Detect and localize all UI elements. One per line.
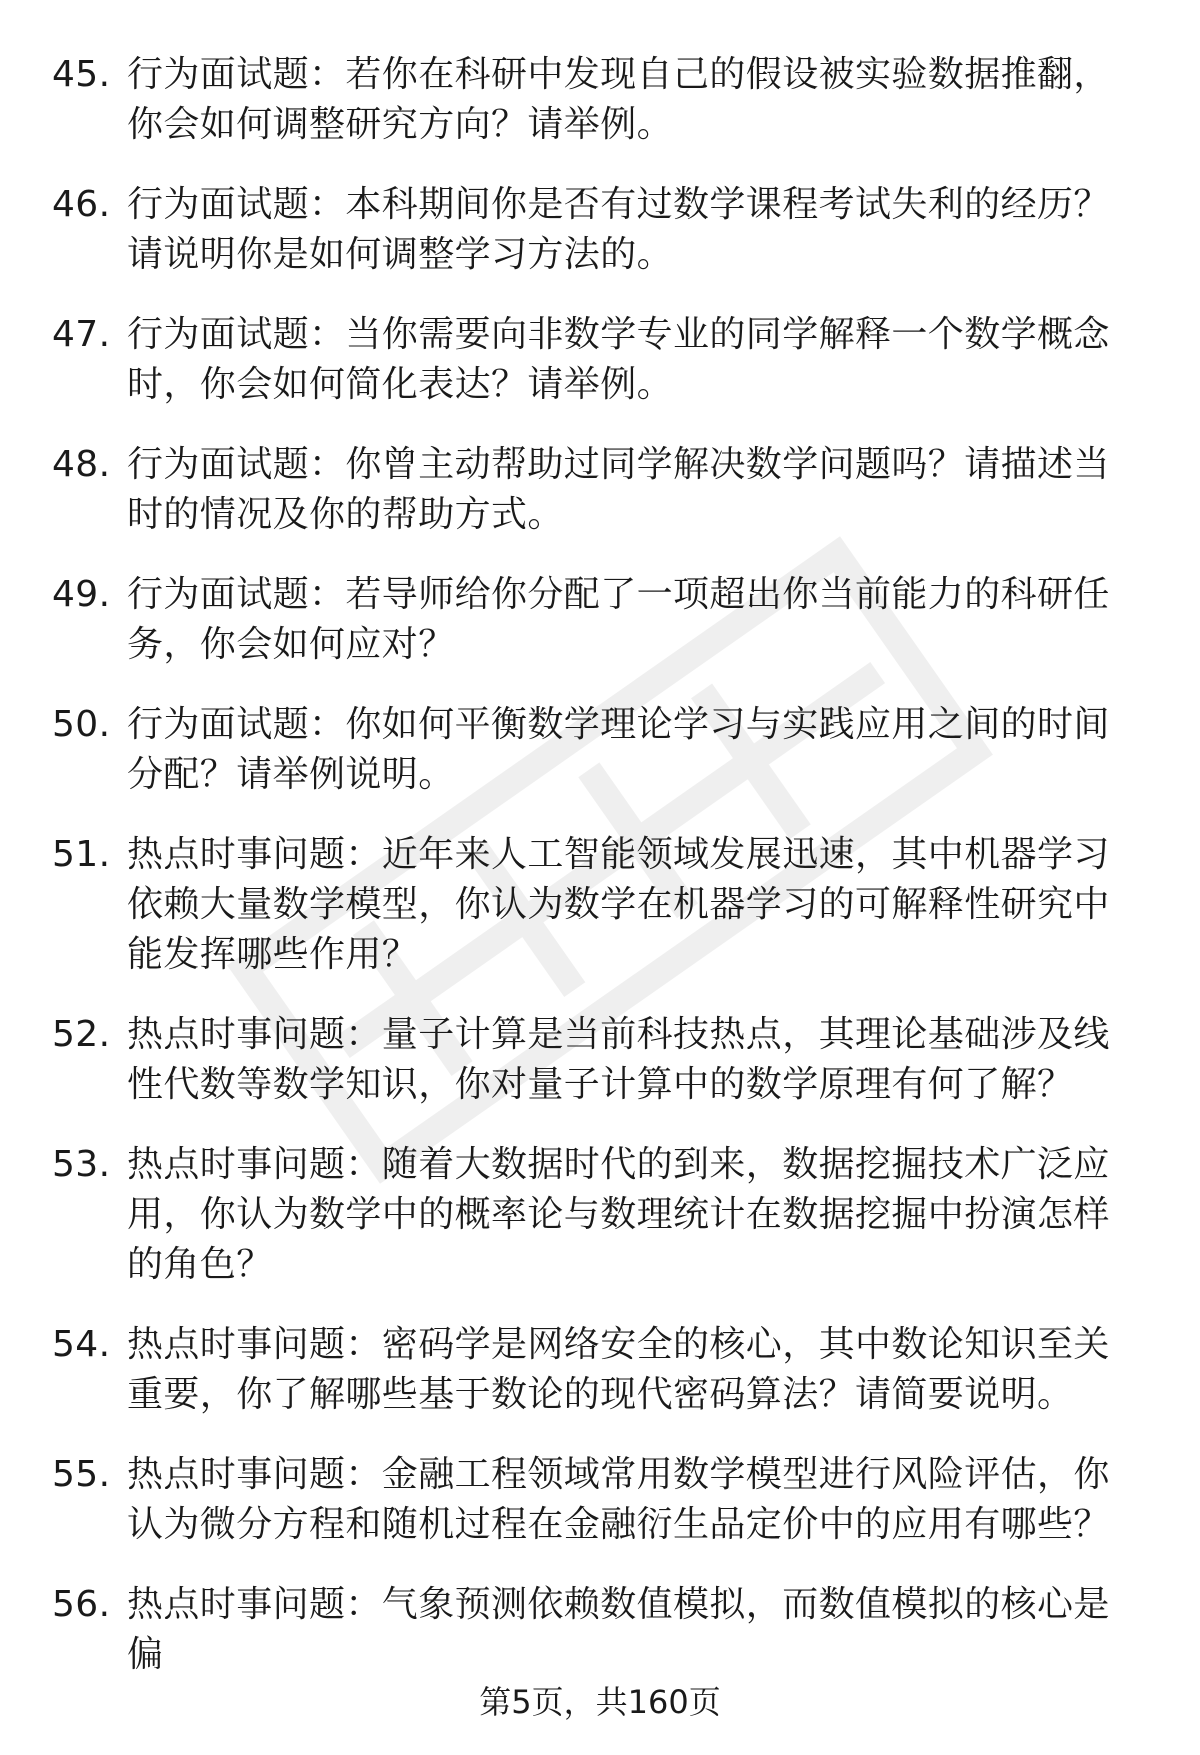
- question-text: 热点时事问题：随着大数据时代的到来，数据挖掘技术广泛应用，你认为数学中的概率论与数理统计在数据挖掘中扮演怎样的角色？: [127, 1144, 1110, 1285]
- page-footer: 第5页，共160页: [479, 1683, 721, 1721]
- question-item: [0, 570, 1200, 670]
- question-number: 51.: [52, 834, 111, 875]
- question-item: [0, 1320, 1200, 1420]
- question-item: [0, 1450, 1200, 1550]
- question-text: 热点时事问题：量子计算是当前科技热点，其理论基础涉及线性代数等数学知识，你对量子计算中的数学原理有何了解？: [127, 1014, 1110, 1105]
- question-item: [0, 50, 1200, 150]
- question-item: [0, 1580, 1200, 1675]
- question-list: [0, 50, 1200, 1675]
- question-number: 46.: [52, 184, 111, 225]
- question-item: [0, 180, 1200, 280]
- question-number: 55.: [52, 1454, 111, 1495]
- question-text: 行为面试题：若你在科研中发现自己的假设被实验数据推翻，你会如何调整研究方向？请举例。: [127, 54, 1110, 145]
- question-item: [0, 1010, 1200, 1110]
- question-number: 45.: [52, 54, 111, 95]
- question-text: 行为面试题：你曾主动帮助过同学解决数学问题吗？请描述当时的情况及你的帮助方式。: [127, 444, 1110, 535]
- question-text: 行为面试题：你如何平衡数学理论学习与实践应用之间的时间分配？请举例说明。: [127, 704, 1110, 795]
- question-item: [0, 310, 1200, 410]
- question-number: 52.: [52, 1014, 111, 1055]
- question-number: 47.: [52, 314, 111, 355]
- question-item: [0, 700, 1200, 800]
- question-text: 热点时事问题：金融工程领域常用数学模型进行风险评估，你认为微分方程和随机过程在金融衍生品定价中的应用有哪些？: [127, 1454, 1110, 1545]
- question-item: [0, 440, 1200, 540]
- question-number: 53.: [52, 1144, 111, 1185]
- question-number: 49.: [52, 574, 111, 615]
- question-number: 56.: [52, 1584, 111, 1625]
- question-text: 行为面试题：若导师给你分配了一项超出你当前能力的科研任务，你会如何应对？: [127, 574, 1110, 665]
- question-text: 行为面试题：本科期间你是否有过数学课程考试失利的经历？请说明你是如何调整学习方法的。: [127, 184, 1110, 275]
- question-number: 48.: [52, 444, 111, 485]
- question-text: 热点时事问题：密码学是网络安全的核心，其中数论知识至关重要，你了解哪些基于数论的现代密码算法？请简要说明。: [127, 1324, 1110, 1415]
- question-text: 热点时事问题：近年来人工智能领域发展迅速，其中机器学习依赖大量数学模型，你认为数学在机器学习的可解释性研究中能发挥哪些作用？: [127, 834, 1110, 975]
- question-text: 行为面试题：当你需要向非数学专业的同学解释一个数学概念时，你会如何简化表达？请举例。: [127, 314, 1110, 405]
- question-number: 50.: [52, 704, 111, 745]
- question-item: [0, 1140, 1200, 1290]
- question-text: 热点时事问题：气象预测依赖数值模拟，而数值模拟的核心是偏: [127, 1584, 1110, 1675]
- question-item: [0, 830, 1200, 980]
- question-number: 54.: [52, 1324, 111, 1365]
